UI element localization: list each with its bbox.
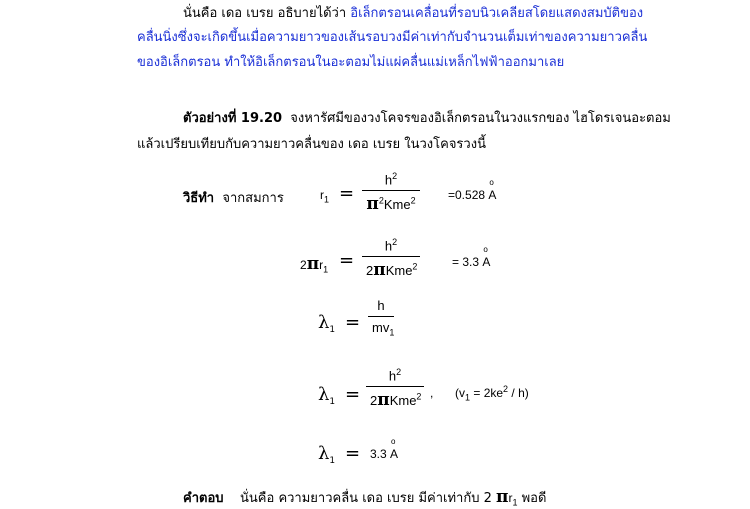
solution-header (183, 187, 284, 208)
eq1-fraction (362, 171, 420, 214)
eq4-note-open: (v (455, 386, 465, 400)
eq4-lhs: $\lambda_1$ (318, 384, 336, 408)
eq3-equals: = (345, 312, 361, 333)
eq2-result-value: = 3.3 (452, 255, 480, 269)
eq2-result (452, 255, 490, 269)
answer-label: คำตอบ (183, 491, 224, 506)
intro-line-1-highlight: อิเล็กตรอนเคลื่อนที่รอบนิวเคลียสโดยแสดงสมบัติของ (350, 6, 644, 21)
eq3-fraction (368, 298, 394, 338)
eq5-result-value: 3.3 (370, 447, 387, 461)
eq5-result (370, 447, 398, 461)
eq3-lhs: $\lambda_1$ (318, 312, 336, 336)
eq1-denominator: $\pi^2Kme^2$ (366, 194, 416, 215)
eq2-equals: = (339, 250, 355, 271)
eq4-numerator: $h^2$ (388, 367, 402, 384)
example-line-1 (183, 107, 671, 128)
example-label: ตัวอย่างที่ 19.20 (183, 111, 283, 126)
eq2-denominator: 2πKme$^2$ (366, 260, 418, 281)
eq4-note-mid: = 2ke (470, 386, 504, 400)
eq1-lhs: $r_1$ (320, 188, 330, 205)
eq3-denominator: $mv_1$ (372, 320, 395, 338)
eq4-fraction (366, 367, 424, 410)
eq2-numerator: $h^2$ (384, 237, 398, 254)
angstrom-unit-2: o A (482, 255, 490, 269)
eq2-lhs: $2\pi r_1$ (300, 254, 329, 275)
intro-line-2: คลื่นนิ่งซึ่งจะเกิดขึ้นเมื่อความยาวของเส้นรอบวงมีค่าเท่ากับจำนวนเต็มเท่าของความยาวคลื่น (137, 30, 648, 45)
eq4-note: $(v_1 = 2ke^2 / h)$ (455, 384, 529, 403)
solution-from: จากสมการ (222, 191, 284, 206)
eq4-equals: = (345, 384, 361, 405)
eq3-numerator: h (377, 298, 385, 313)
eq4-note-close: / h) (508, 386, 529, 400)
answer-text: นั่นคือ ความยาวคลื่น เดอ เบรย มีค่าเท่ากับ 2 (240, 491, 496, 506)
eq5-equals: = (345, 443, 361, 464)
example-line-2: แล้วเปรียบเทียบกับความยาวคลื่นของ เดอ เบรย ในวงโคจรวงนี้ (137, 137, 486, 152)
intro-line-1 (183, 2, 643, 25)
eq4-comma: , (430, 386, 434, 400)
answer-pi-symbol: π (496, 487, 509, 507)
example-question: จงหารัศมีของวงโคจรของอิเล็กตรอนในวงแรกของ ไฮโดรเจนอะตอม (290, 111, 671, 126)
intro-line-3: ของอิเล็กตรอน ทำให้อิเล็กตรอนในอะตอมไม่แผ่คลื่นแม่เหล็กไฟฟ้าออกมาเลย (137, 55, 565, 70)
angstrom-unit-3: o A (390, 447, 398, 461)
eq1-result-value: =0.528 (448, 188, 486, 202)
intro-line-1-plain: นั่นคือ เดอ เบรย อธิบายได้ว่า (183, 6, 351, 21)
answer-line: คำตอบ นั่นคือ ความยาวคลื่น เดอ เบรย มีค่าเท่ากับ 2 $\pi r_1$ พอดี (183, 487, 547, 508)
eq1-equals: = (339, 183, 355, 204)
eq1-numerator: $h^2$ (384, 171, 398, 188)
eq5-lhs: $\lambda_1$ (318, 443, 336, 467)
eq1-result (448, 188, 496, 202)
answer-text-end: พอดี (517, 491, 547, 506)
eq2-fraction (362, 237, 420, 280)
angstrom-unit-1: o A (488, 188, 496, 202)
solution-label: วิธีทำ (183, 191, 215, 206)
eq4-denominator: 2πKme$^2$ (370, 390, 422, 411)
